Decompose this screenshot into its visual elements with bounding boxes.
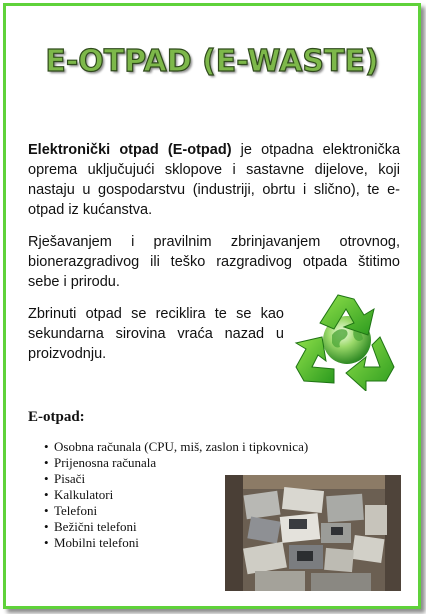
bullet-icon: •	[44, 487, 49, 502]
bullet-icon: •	[44, 455, 49, 470]
bullet-icon: •	[44, 519, 49, 534]
recycling-paragraph: Zbrinuti otpad se reciklira te se kao sekundarna sirovina vraća nazad u proizvodnju.	[28, 306, 284, 362]
list-item: • Prijenosna računala	[44, 455, 157, 470]
bullet-icon: •	[44, 439, 49, 454]
list-item: • Osobna računala (CPU, miš, zaslon i tipkovnica)	[44, 439, 309, 454]
intro-bold-term: Elektronički otpad (E-otpad)	[28, 142, 232, 158]
poster	[3, 3, 421, 609]
list-item: • Kalkulatori	[44, 487, 114, 502]
recycle-globe-icon	[294, 285, 400, 391]
list-item: • Telefoni	[44, 503, 98, 518]
page-title: E-OTPAD (E-WASTE)	[45, 44, 379, 79]
bullet-icon: •	[44, 503, 49, 518]
disposal-paragraph: Rješavanjem i pravilnim zbrinjavanjem otrovnog, bionerazgradivog ili teško razgradivog otpada štitimo sebe i prirodu.	[28, 234, 400, 290]
intro-text: je otpadna elektronička oprema uključujući sklopove i sastavne dijelove, koji nastaju u gospodarstvu (industriji, obrtu i slično), te e-otpad iz kućanstva.	[28, 142, 401, 218]
intro-paragraph	[28, 140, 400, 220]
e-waste-pile-photo	[225, 475, 401, 591]
bullet-icon: •	[44, 471, 49, 486]
list-item: • Pisači	[44, 471, 86, 486]
list-item: • Mobilni telefoni	[44, 535, 139, 550]
bullet-icon: •	[44, 535, 49, 550]
list-heading: E-otpad:	[28, 409, 85, 425]
list-item: • Bežični telefoni	[44, 519, 137, 534]
